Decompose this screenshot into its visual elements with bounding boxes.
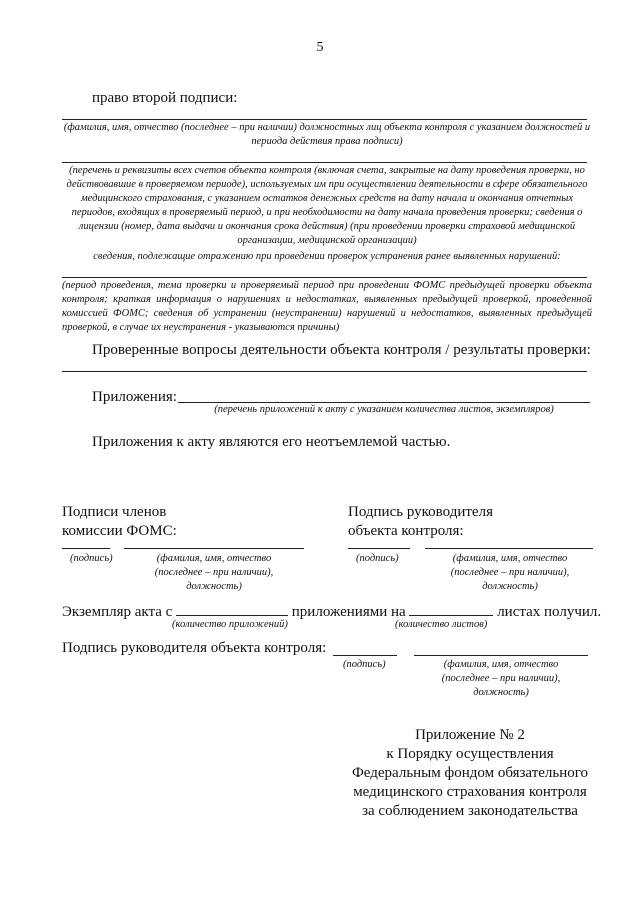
head-fio-line xyxy=(414,655,588,656)
checked-questions: Проверенные вопросы деятельности объекта контроля / результаты проверки: xyxy=(92,342,591,358)
period-note: (период проведения, тема проверки и проверяемый период при проведении ФОМС предыдущей проверки объекта контроля; краткая информация о нарушениях и недостатках, выявленных предыдущей проверкой, проведенной комиссией ФОМС; сведения об устранении (неустранении) нарушений и недостатков, выявленных предыдущей проверкой, в случае их неустранения - указываются причины) xyxy=(62,280,592,333)
attachments-note: (перечень приложений к акту с указанием количества листов, экземпляров) xyxy=(214,404,554,415)
copy-received: Экземпляр акта с приложениями на листах получил. xyxy=(62,601,601,621)
attachments-integral: Приложения к акту являются его неотъемлемой частью. xyxy=(92,434,451,450)
head-signature-caption: (подпись) xyxy=(343,659,386,670)
page-number: 5 xyxy=(316,40,324,55)
attachments-label: Приложения: xyxy=(92,389,177,405)
qty-sheets-note: (количество листов) xyxy=(395,619,488,630)
sign-right-signature-caption: (подпись) xyxy=(356,553,399,564)
appendix-header: Приложение № 2 к Порядку осуществления Федеральным фондом обязательного медицинского страхования контроля за соблюдением законодательства xyxy=(351,727,589,819)
qty-attachments-blank xyxy=(176,601,288,616)
sign-right-fio-line xyxy=(425,548,593,549)
sign-left-title: Подписи членов комиссии ФОМС: xyxy=(62,504,177,539)
qty-sheets-blank xyxy=(409,601,493,616)
period-line xyxy=(62,277,587,278)
sign-left-signature-line xyxy=(62,548,110,549)
second-signature-line xyxy=(62,119,587,120)
sign-right-fio-caption: (фамилия, имя, отчество (последнее – при наличии), должность) xyxy=(450,553,570,592)
sign-right-title: Подпись руководителя объекта контроля: xyxy=(348,504,493,539)
sign-left-signature-caption: (подпись) xyxy=(70,553,113,564)
info-to-reflect: сведения, подлежащие отражению при проведении проверок устранения ранее выявленных нарушений: xyxy=(93,251,561,262)
second-signature-label: право второй подписи: xyxy=(92,90,238,106)
qty-attachments-note: (количество приложений) xyxy=(172,619,288,630)
checked-questions-line xyxy=(62,371,587,372)
sign-left-fio-line xyxy=(124,548,304,549)
head-signature-line xyxy=(333,655,397,656)
head-fio-caption: (фамилия, имя, отчество (последнее – при наличии), должность) xyxy=(441,659,561,698)
accounts-line xyxy=(62,162,587,163)
accounts-note: (перечень и реквизиты всех счетов объекта контроля (включая счета, закрытые на дату проведения проверки, но действовавшие в проверяемом периоде), используемых им при осуществлении деятельности в сфере обязательного медицинского страхования, с указанием остатков денежных средств на дату начала и окончания отчетных периодов, входящих в проверяемый период, и при необходимости на дату начала проведения проверки; сведения о лицензии (номер, дата выдачи и окончания срока действия) (при проведении проверки страховой медицинской организации, медицинской организации) xyxy=(66,165,588,246)
sign-right-signature-line xyxy=(348,548,410,549)
sign-left-fio-caption: (фамилия, имя, отчество (последнее – при наличии), должность) xyxy=(154,553,274,592)
second-signature-note: (фамилия, имя, отчество (последнее – при наличии) должностных лиц объекта контроля с указанием должностей и периода действия права подписи) xyxy=(63,122,591,147)
head-signature-label: Подпись руководителя объекта контроля: xyxy=(62,640,327,656)
